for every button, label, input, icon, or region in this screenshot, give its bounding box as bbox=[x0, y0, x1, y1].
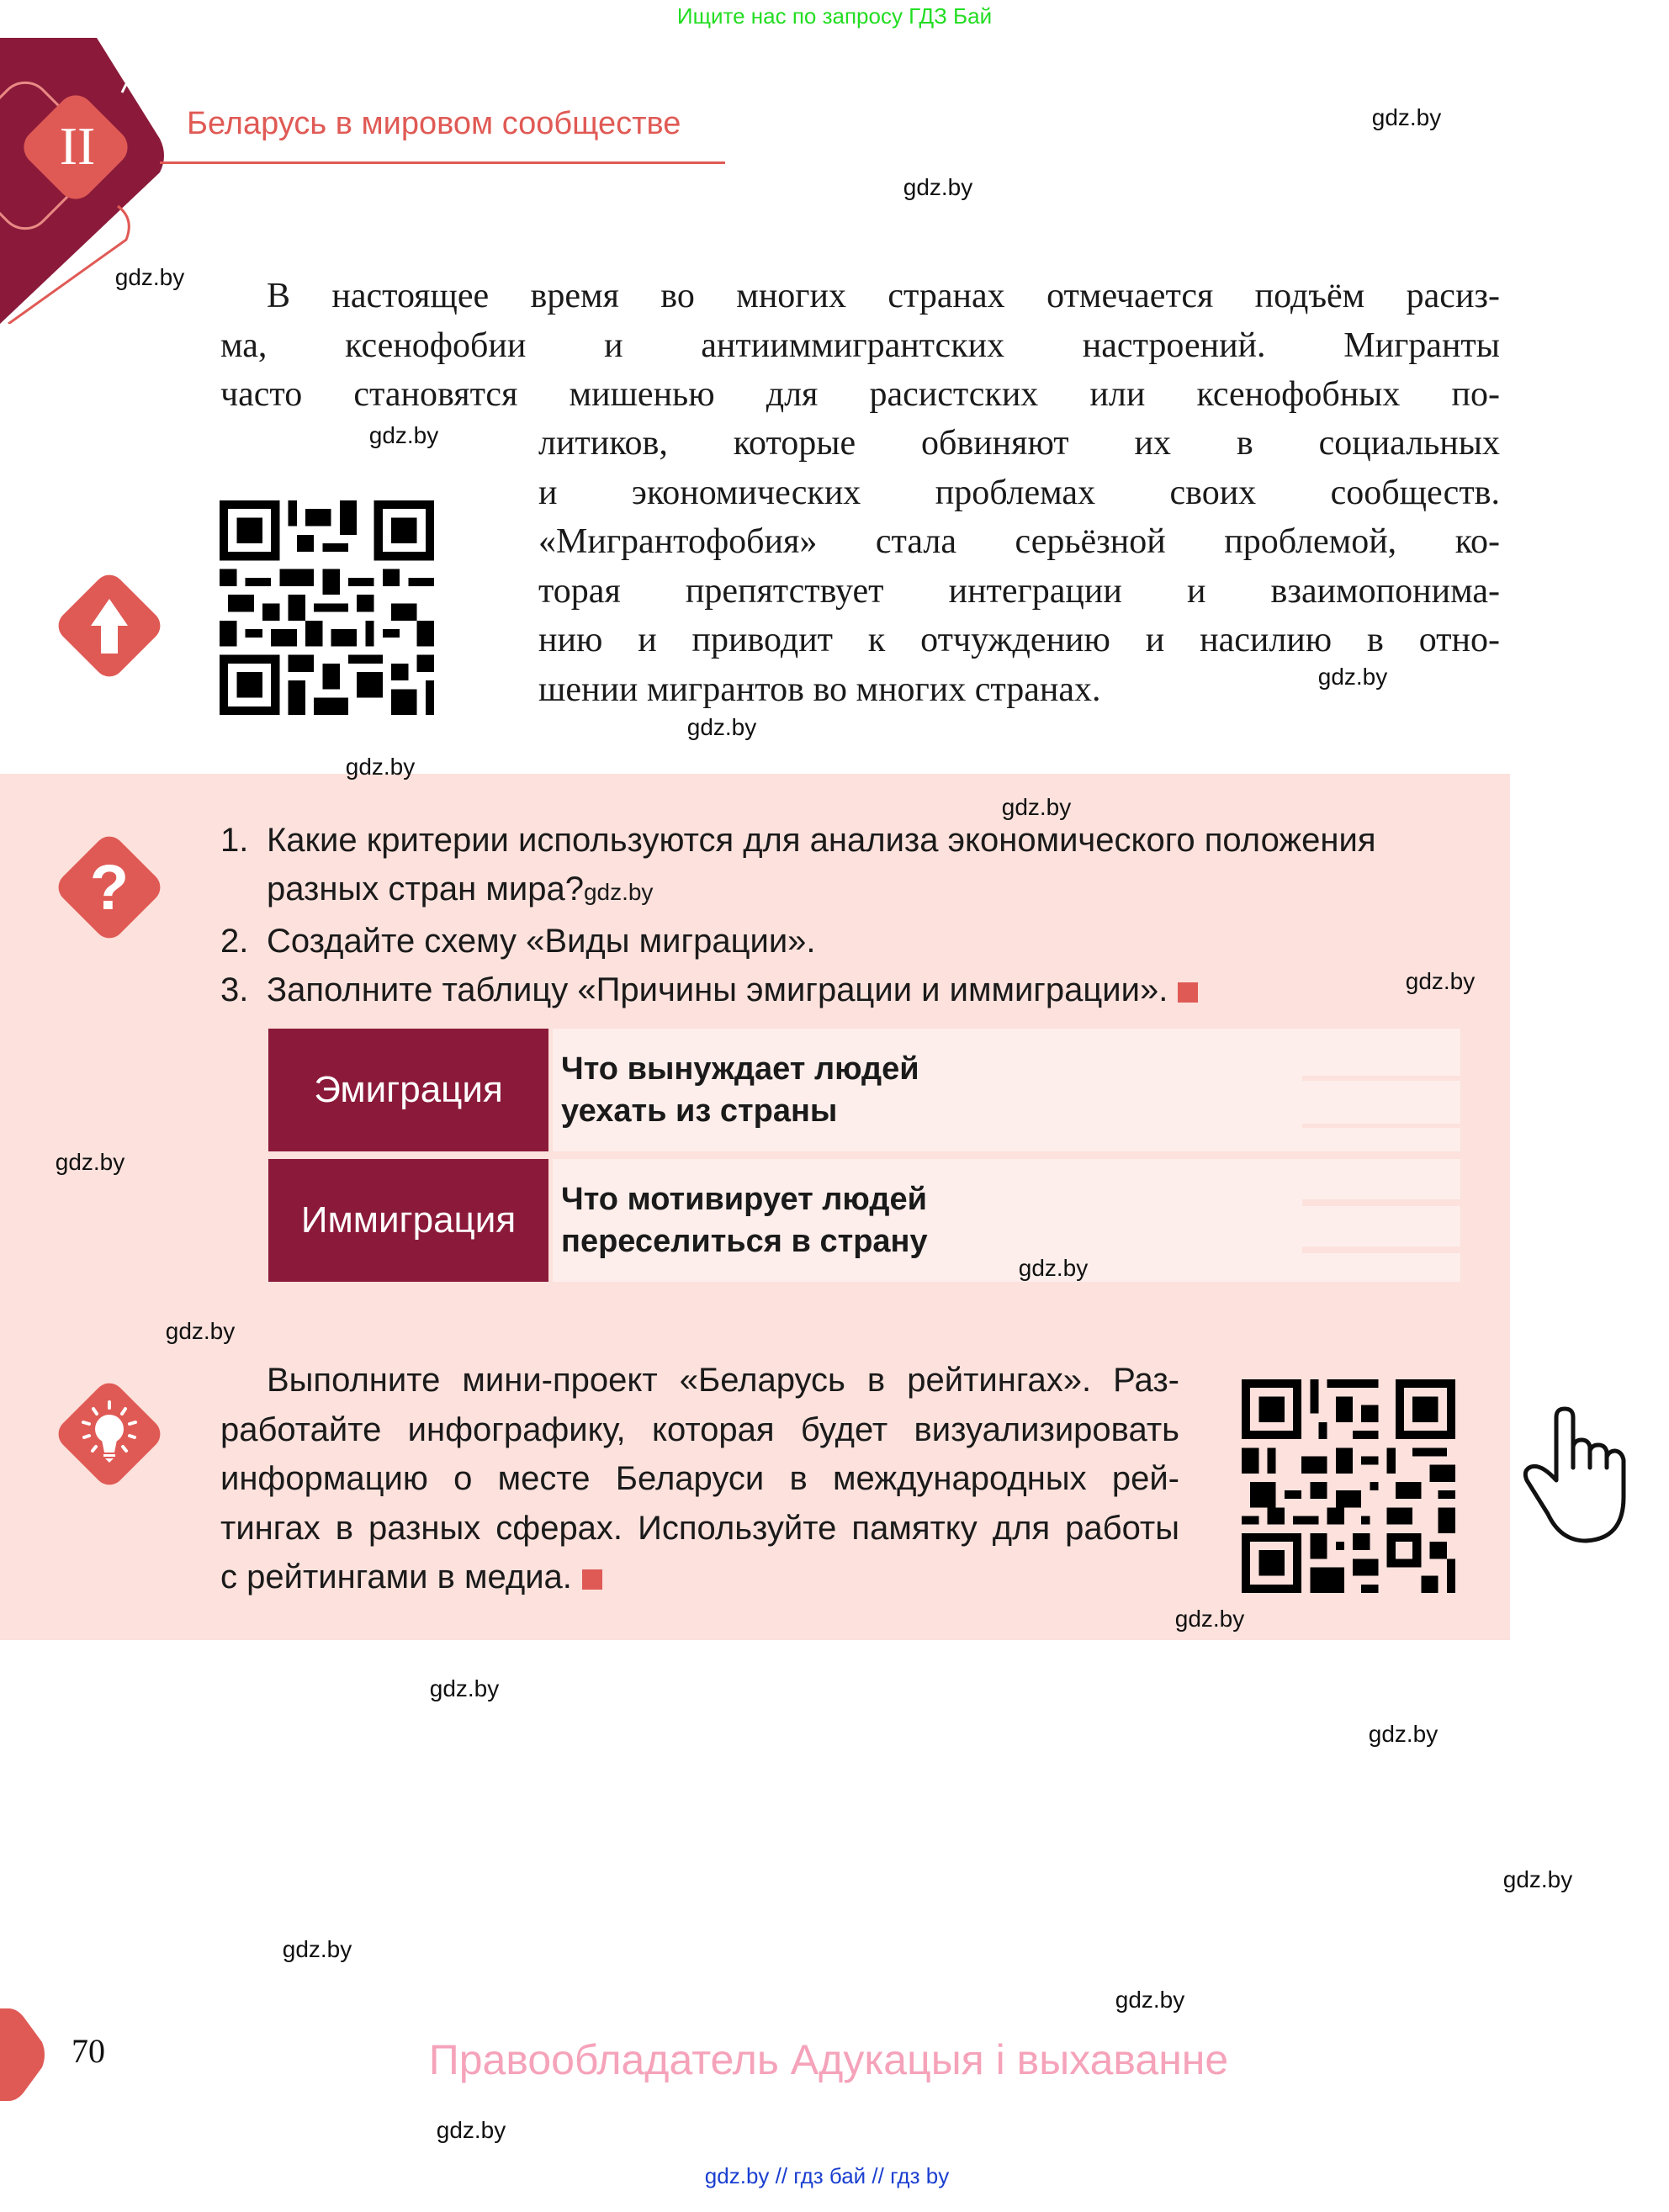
watermark: gdz.by bbox=[114, 264, 185, 290]
question-text-cont: разных стран мира? bbox=[267, 871, 584, 908]
question-item bbox=[220, 917, 1465, 966]
table-row-header: Эмиграция bbox=[268, 1029, 548, 1151]
intro-line: часто становятся мишенью для расистских или ксенофобных по- bbox=[220, 375, 1500, 414]
mini-project-line: Выполните мини-проект «Беларусь в рейтингах». Раз- bbox=[267, 1362, 1179, 1399]
question-number: 3. bbox=[220, 971, 249, 1008]
question-mark-icon bbox=[49, 827, 170, 948]
end-marker-icon bbox=[582, 1569, 602, 1590]
chapter-number: II bbox=[59, 116, 96, 176]
answer-lines[interactable] bbox=[1041, 1159, 1460, 1282]
watermark: gdz.by bbox=[1115, 1987, 1185, 2013]
description-text: Что мотивирует людей переселиться в страну bbox=[561, 1182, 928, 1259]
question-number: 2. bbox=[220, 923, 249, 960]
pointing-hand-icon[interactable] bbox=[1523, 1405, 1649, 1548]
title-underline bbox=[160, 161, 725, 164]
watermark: gdz.by bbox=[429, 1675, 500, 1701]
question-number: 1. bbox=[220, 822, 249, 859]
end-marker-icon bbox=[1178, 982, 1198, 1003]
mini-project-line: тингах в разных сферах. Используйте памятку для работы bbox=[220, 1509, 1179, 1547]
intro-line: и экономических проблемах своих сообществ. bbox=[538, 473, 1500, 512]
qr-code[interactable] bbox=[1242, 1379, 1455, 1593]
description-text: Что вынуждает людей уехать из страны bbox=[561, 1051, 919, 1129]
mini-project-text bbox=[220, 1356, 1179, 1602]
migration-table bbox=[268, 1029, 1460, 1283]
table-row bbox=[268, 1159, 1460, 1282]
watermark: gdz.by bbox=[1018, 1255, 1089, 1281]
intro-line: ма, ксенофобии и антииммигрантских настроений. Мигранты bbox=[220, 325, 1500, 365]
watermark: gdz.by bbox=[165, 1318, 236, 1344]
intro-line: «Мигрантофобия» стала серьёзной проблемой, ко- bbox=[538, 522, 1500, 561]
intro-line: В настоящее время во многих странах отмечается подъём расиз- bbox=[267, 277, 1500, 315]
watermark: gdz.by bbox=[903, 174, 973, 200]
watermark: gdz.by bbox=[1174, 1606, 1245, 1632]
watermark: gdz.by bbox=[1371, 104, 1442, 130]
watermark: gdz.by bbox=[345, 754, 416, 780]
page-number: 70 bbox=[72, 2032, 105, 2070]
table-row-header: Иммиграция bbox=[268, 1159, 548, 1282]
chapter-title: Беларусь в мировом сообществе bbox=[187, 106, 681, 141]
watermark: gdz.by bbox=[1368, 1721, 1439, 1747]
watermark: gdz.by bbox=[1317, 664, 1388, 690]
watermark: gdz.by bbox=[436, 2117, 506, 2143]
question-text: Какие критерии используются для анализа экономического положения bbox=[267, 822, 1376, 859]
intro-line: торая препятствует интеграции и взаимопонима- bbox=[538, 571, 1500, 611]
answer-lines[interactable] bbox=[1041, 1029, 1460, 1151]
footer-links[interactable]: gdz.by // гдз бай // гдз by bbox=[704, 2163, 950, 2188]
question-item bbox=[220, 966, 1465, 1014]
arrow-up-icon bbox=[49, 565, 170, 686]
intro-line: нию и приводит к отчуждению и насилию в отно- bbox=[538, 621, 1500, 659]
question-text: Создайте схему «Виды миграции». bbox=[267, 923, 816, 960]
watermark: gdz.by bbox=[686, 714, 757, 740]
table-row bbox=[268, 1029, 1460, 1151]
questions-list bbox=[220, 816, 1465, 1014]
watermark: gdz.by bbox=[282, 1936, 352, 1962]
top-banner: Ищите нас по запросу ГДЗ Бай bbox=[676, 3, 993, 29]
question-item bbox=[220, 816, 1465, 917]
qr-code[interactable] bbox=[220, 500, 434, 715]
mini-project-line: работайте инфографику, которая будет визуализировать bbox=[220, 1410, 1179, 1448]
intro-line: шении мигрантов во многих странах. bbox=[538, 669, 1101, 709]
intro-paragraph bbox=[220, 272, 1500, 420]
svg-text:?: ? bbox=[89, 852, 130, 923]
mini-project-line bbox=[220, 1553, 1179, 1602]
intro-line: литиков, которые обвиняют их в социальных bbox=[538, 424, 1500, 463]
watermark: gdz.by bbox=[1502, 1866, 1573, 1892]
mini-project-last-text: с рейтингами в медиа. bbox=[220, 1558, 572, 1595]
copyright-notice: Правообладатель Адукацыя і выхаванне bbox=[428, 2036, 1229, 2083]
watermark: gdz.by bbox=[1405, 968, 1476, 994]
watermark: gdz.by bbox=[368, 422, 439, 448]
watermark: gdz.by bbox=[1001, 794, 1072, 820]
watermark: gdz.by bbox=[55, 1149, 125, 1175]
question-text: Заполните таблицу «Причины эмиграции и иммиграции». bbox=[267, 971, 1168, 1008]
watermark: gdz.by bbox=[583, 879, 654, 905]
mini-project-line: информацию о месте Беларуси в международных рей- bbox=[220, 1460, 1179, 1497]
lightbulb-icon bbox=[49, 1373, 170, 1495]
